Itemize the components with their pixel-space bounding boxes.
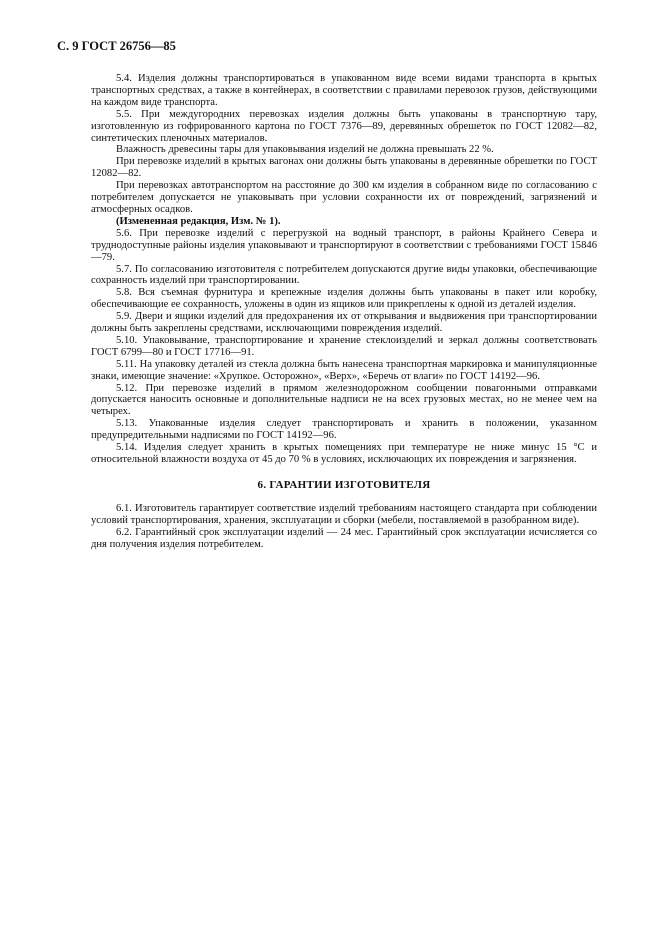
paragraph-5-10: 5.10. Упаковывание, транспортирование и хранение стеклоизделий и зеркал должны соответствовать ГОСТ 6799—80 и ГОСТ 17716—91.	[91, 334, 597, 358]
paragraph-5-5: 5.5. При междугородних перевозках изделия должны быть упакованы в транспортную тару, изготовленную из гофрированного картона по ГОСТ 7376—89, деревянных обрешеток по ГОСТ 12082—82, синтетических пленочных материалов.	[91, 108, 597, 144]
paragraph-6-2: 6.2. Гарантийный срок эксплуатации изделий — 24 мес. Гарантийный срок эксплуатации исчисляется со дня получения изделия потребителем.	[91, 526, 597, 550]
paragraph-5-7: 5.7. По согласованию изготовителя с потребителем допускаются другие виды упаковки, обеспечивающие сохранность изделий при транспортировании.	[91, 263, 597, 287]
paragraph-5-11: 5.11. На упаковку деталей из стекла должна быть нанесена транспортная маркировка и манипуляционные знаки, имеющие значение: «Хрупкое. Осторожно», «Верх», «Беречь от влаги» по ГОСТ 14192—96.	[91, 358, 597, 382]
paragraph-5-8: 5.8. Вся съемная фурнитура и крепежные изделия должны быть упакованы в пакет или коробку, обеспечивающие ее сохранность, уложены в один из ящиков или прикреплены к одной из деталей изделия.	[91, 287, 597, 311]
paragraph-5-12: 5.12. При перевозке изделий в прямом железнодорожном сообщении повагонными отправками допускается наносить основные и дополнительные надписи не на всех грузовых местах, но не менее чем на четырех.	[91, 382, 597, 418]
paragraph-5-9: 5.9. Двери и ящики изделий для предохранения их от открывания и выдвижения при транспортировании должны быть закреплены средствами, исключающими повреждения изделий.	[91, 311, 597, 335]
paragraph-motor-transport: При перевозках автотранспортом на расстояние до 300 км изделия в собранном виде по согласованию с потребителем допускается не упаковывать при условии сохранности их от повреждений, загрязнений и атмосферных осадков.	[91, 180, 597, 215]
paragraph-5-6: 5.6. При перевозке изделий с перегрузкой на водный транспорт, в районы Крайнего Севера и труднодоступные районы изделия упаковывают и транспортируют в соответствии с требованиями ГОСТ 15846—79.	[91, 227, 597, 263]
page-header: С. 9 ГОСТ 26756—85	[57, 39, 176, 53]
amendment-note: (Измененная редакция, Изм. № 1).	[116, 215, 281, 227]
section-6-title: 6. ГАРАНТИИ ИЗГОТОВИТЕЛЯ	[257, 478, 431, 491]
paragraph-5-13: 5.13. Упакованные изделия следует транспортировать и хранить в положении, указанном предупредительными надписями по ГОСТ 14192—96.	[91, 418, 597, 442]
paragraph-6-1: 6.1. Изготовитель гарантирует соответствие изделий требованиям настоящего стандарта при соблюдении условий транспортирования, хранения, эксплуатации и сборки (мебели, поставляемой в разобранном виде).	[91, 502, 597, 526]
paragraph-moisture: Влажность древесины тары для упаковывания изделий не должна превышать 22 %.	[116, 144, 494, 156]
paragraph-5-4: 5.4. Изделия должны транспортироваться в упакованном виде всеми видами транспорта в крытых транспортных средствах, а также в контейнерах, в соответствии с правилами перевозок грузов, действующими на каждом виде транспорта.	[91, 73, 597, 108]
document-body	[91, 73, 597, 550]
paragraph-5-14: 5.14. Изделия следует хранить в крытых помещениях при температуре не ниже минус 15 °С и относительной влажности воздуха от 45 до 70 % в условиях, исключающих их повреждения и загрязнения.	[91, 442, 597, 465]
paragraph-rail-wagons: При перевозке изделий в крытых вагонах они должны быть упакованы в деревянные обрешетки по ГОСТ 12082—82.	[91, 156, 597, 180]
